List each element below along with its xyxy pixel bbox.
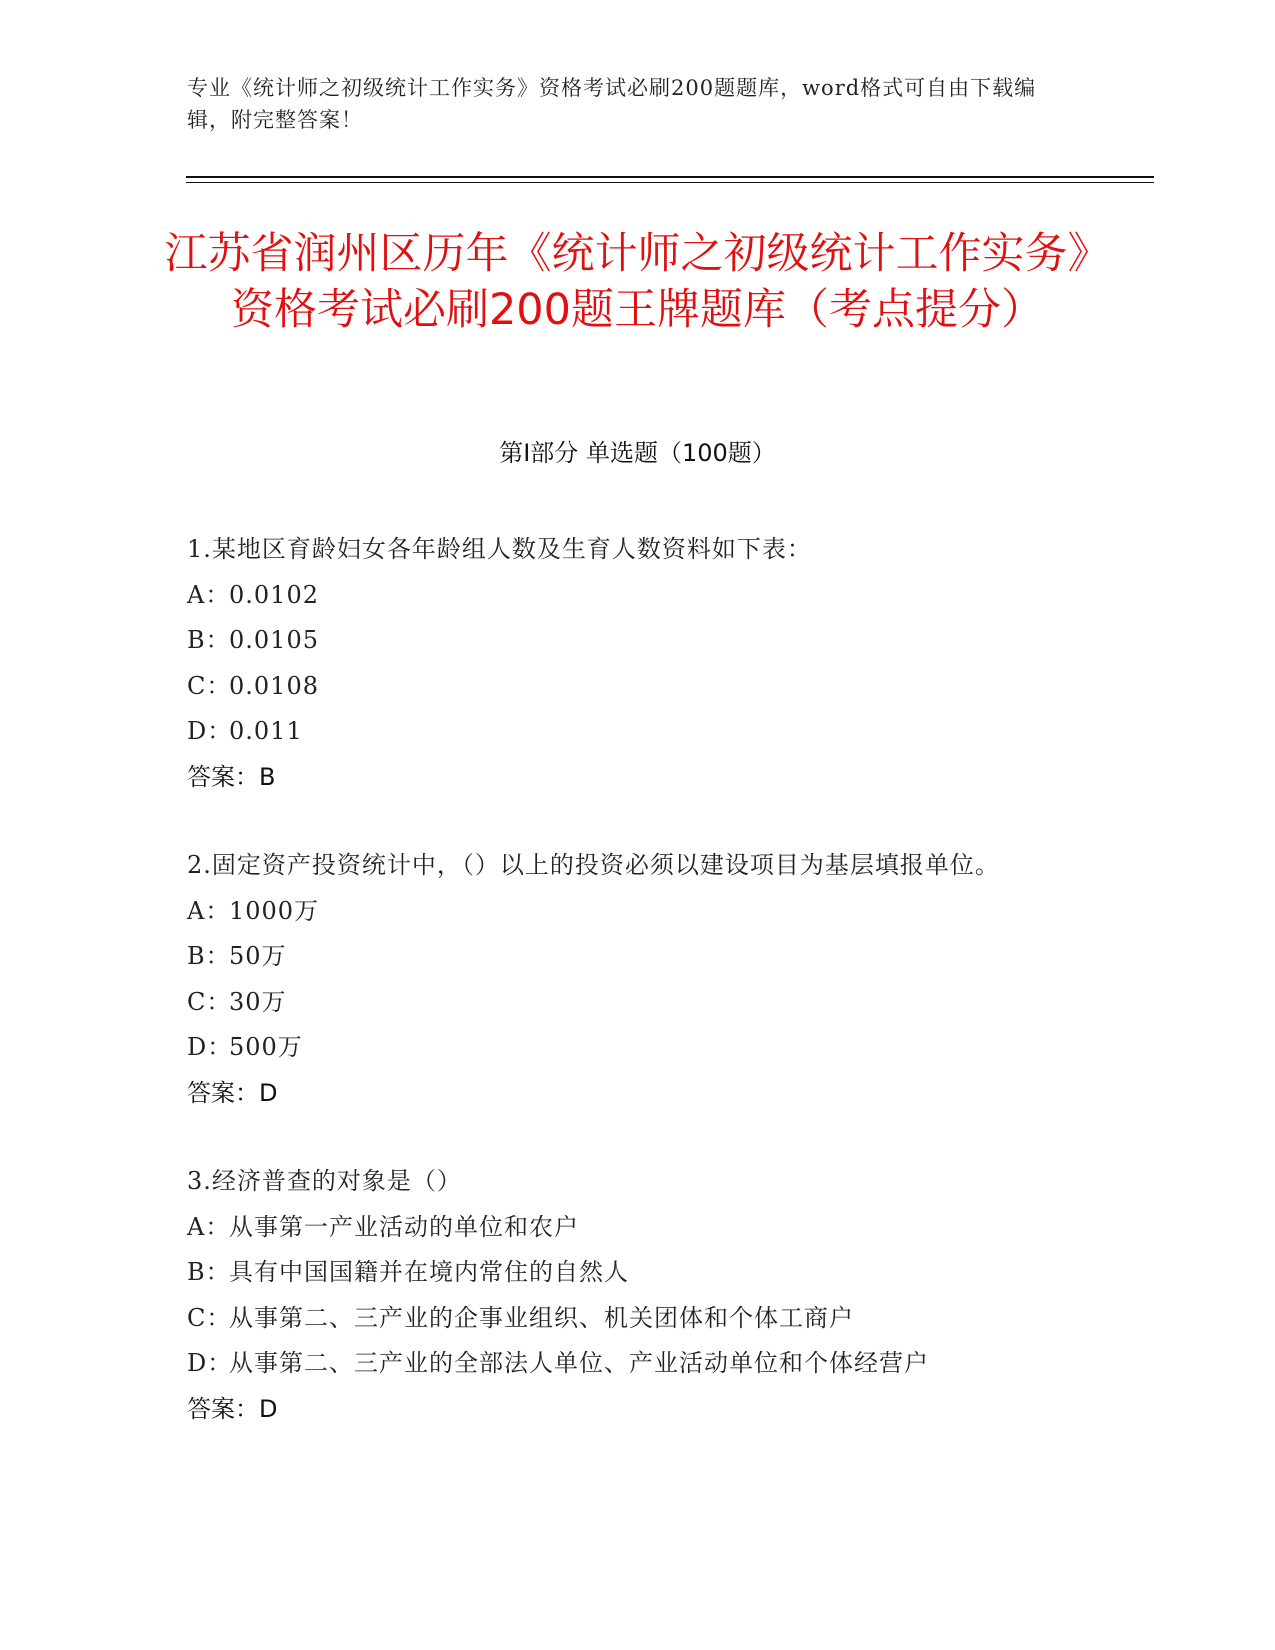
option-a — [187, 573, 1067, 619]
option-c — [187, 1296, 1067, 1342]
option-letter: C： — [187, 671, 232, 700]
question-stem: 2.固定资产投资统计中，（）以上的投资必须以建设项目为基层填报单位。 — [187, 851, 1000, 879]
option-a — [187, 1205, 1067, 1251]
option-letter: C： — [187, 987, 232, 1016]
option-letter: C： — [187, 1303, 232, 1332]
option-letter: D： — [187, 1349, 233, 1377]
question-3 — [187, 1159, 1067, 1432]
intro-text: 专业《统计师之初级统计工作实务》资格考试必刷200题题库，word格式可自由下载编辑，附完整答案！ — [187, 76, 1037, 132]
option-text: 具有中国国籍并在境内常住的自然人 — [229, 1258, 629, 1286]
question-stem: 1.某地区育龄妇女各年龄组人数及生育人数资料如下表： — [187, 535, 812, 563]
option-text: 从事第一产业活动的单位和农户 — [229, 1212, 579, 1241]
answer: 答案：D — [187, 1394, 278, 1423]
option-c — [187, 664, 1067, 710]
option-d — [187, 1025, 1067, 1071]
question-stem: 3.经济普查的对象是（） — [187, 1167, 462, 1195]
option-letter: A： — [187, 1212, 231, 1241]
option-letter: B： — [187, 942, 231, 970]
option-c — [187, 980, 1067, 1026]
option-a — [187, 889, 1067, 935]
option-b — [187, 934, 1067, 980]
option-letter: A： — [187, 896, 231, 925]
option-letter: B： — [187, 626, 231, 654]
option-text: 50万 — [229, 942, 287, 970]
option-text: 1000万 — [229, 896, 320, 925]
option-text: 500万 — [229, 1033, 303, 1061]
option-text: 0.0105 — [229, 626, 319, 654]
option-letter: B： — [187, 1258, 231, 1286]
option-d — [187, 709, 1067, 755]
option-text: 从事第二、三产业的全部法人单位、产业活动单位和个体经营户 — [229, 1349, 929, 1377]
option-letter: D： — [187, 1033, 233, 1061]
option-d — [187, 1341, 1067, 1387]
option-text: 0.011 — [229, 717, 303, 745]
answer: 答案：B — [187, 762, 276, 791]
document-title: 江苏省润州区历年《统计师之初级统计工作实务》资格考试必刷200题王牌题库（考点提分） — [164, 229, 1111, 335]
question-list — [187, 527, 1067, 1475]
option-text: 从事第二、三产业的企事业组织、机关团体和个体工商户 — [229, 1303, 854, 1332]
question-1 — [187, 527, 1067, 800]
answer: 答案：D — [187, 1078, 278, 1107]
section-title: 第I部分 单选题（100题） — [499, 439, 776, 467]
option-text: 0.0102 — [229, 580, 319, 609]
option-b — [187, 618, 1067, 664]
header-divider-thin — [186, 182, 1154, 183]
option-letter: D： — [187, 717, 233, 745]
option-text: 30万 — [229, 987, 287, 1016]
option-letter: A： — [187, 580, 231, 609]
option-b — [187, 1250, 1067, 1296]
option-text: 0.0108 — [229, 671, 319, 700]
header-divider-thick — [186, 176, 1154, 178]
question-2 — [187, 843, 1067, 1116]
